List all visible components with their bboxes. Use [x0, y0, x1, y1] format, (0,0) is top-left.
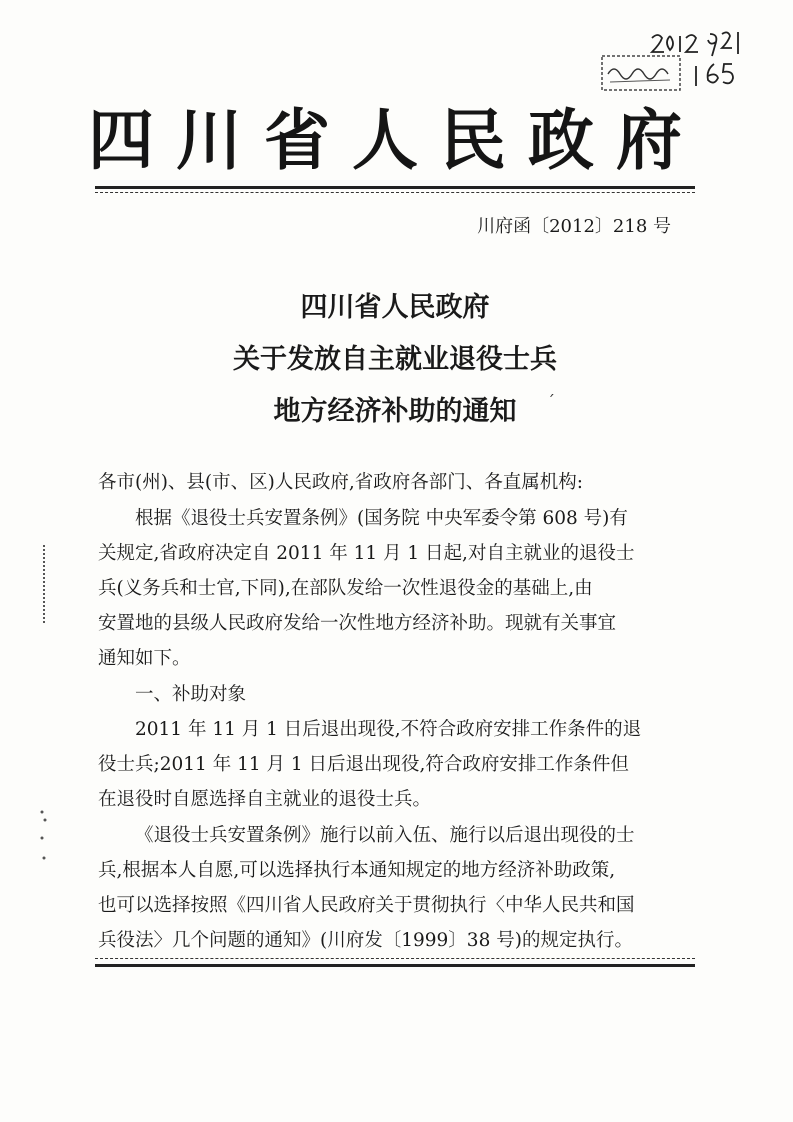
- paragraph-1-line-4: 安置地的县级人民政府发给一次性地方经济补助。现就有关事宜: [98, 613, 617, 634]
- footer-rule-thick: [95, 964, 695, 967]
- paragraph-2-line-1: 2011 年 11 月 1 日后退出现役,不符合政府安排工作条件的退: [135, 719, 642, 740]
- paragraph-3-line-1: 《退役士兵安置条例》施行以前入伍、施行以后退出现役的士: [135, 825, 635, 846]
- paragraph-3-line-2: 兵,根据本人自愿,可以选择执行本通知规定的地方经济补助政策,: [98, 860, 616, 881]
- issuer-masthead: 四川省人民政府: [88, 101, 704, 179]
- title-line-3: 地方经济补助的通知: [273, 396, 517, 427]
- document-number: 川府函〔2012〕218 号: [477, 216, 671, 237]
- binding-marks: [40, 545, 48, 625]
- paragraph-3-line-3: 也可以选择按照《四川省人民政府关于贯彻执行〈中华人民共和国: [98, 895, 635, 916]
- section-heading-1: 一、补助对象: [135, 684, 247, 705]
- paragraph-1-line-2: 关规定,省政府决定自 2011 年 11 月 1 日起,对自主就业的退役士: [98, 543, 635, 564]
- binding-marks-lower: [36, 808, 50, 868]
- stray-mark: ˊ: [547, 392, 555, 411]
- paragraph-2-line-3: 在退役时自愿选择自主就业的退役士兵。: [98, 789, 432, 810]
- footer-rule-thin: [95, 958, 695, 959]
- document-body: [98, 0, 688, 1122]
- paragraph-2-line-2: 役士兵;2011 年 11 月 1 日后退出现役,符合政府安排工作条件但: [98, 754, 629, 775]
- addressee: 各市(州)、县(市、区)人民政府,省政府各部门、各直属机构:: [98, 472, 583, 493]
- paragraph-1-line-5: 通知如下。: [98, 648, 191, 669]
- paragraph-3-line-4: 兵役法〉几个问题的通知》(川府发〔1999〕38 号)的规定执行。: [98, 930, 633, 951]
- title-line-1: 四川省人民政府: [300, 292, 490, 323]
- paragraph-1-line-1: 根据《退役士兵安置条例》(国务院 中央军委令第 608 号)有: [135, 508, 628, 529]
- title-line-2: 关于发放自主就业退役士兵: [233, 344, 557, 375]
- paragraph-1-line-3: 兵(义务兵和士官,下同),在部队发给一次性退役金的基础上,由: [98, 578, 593, 599]
